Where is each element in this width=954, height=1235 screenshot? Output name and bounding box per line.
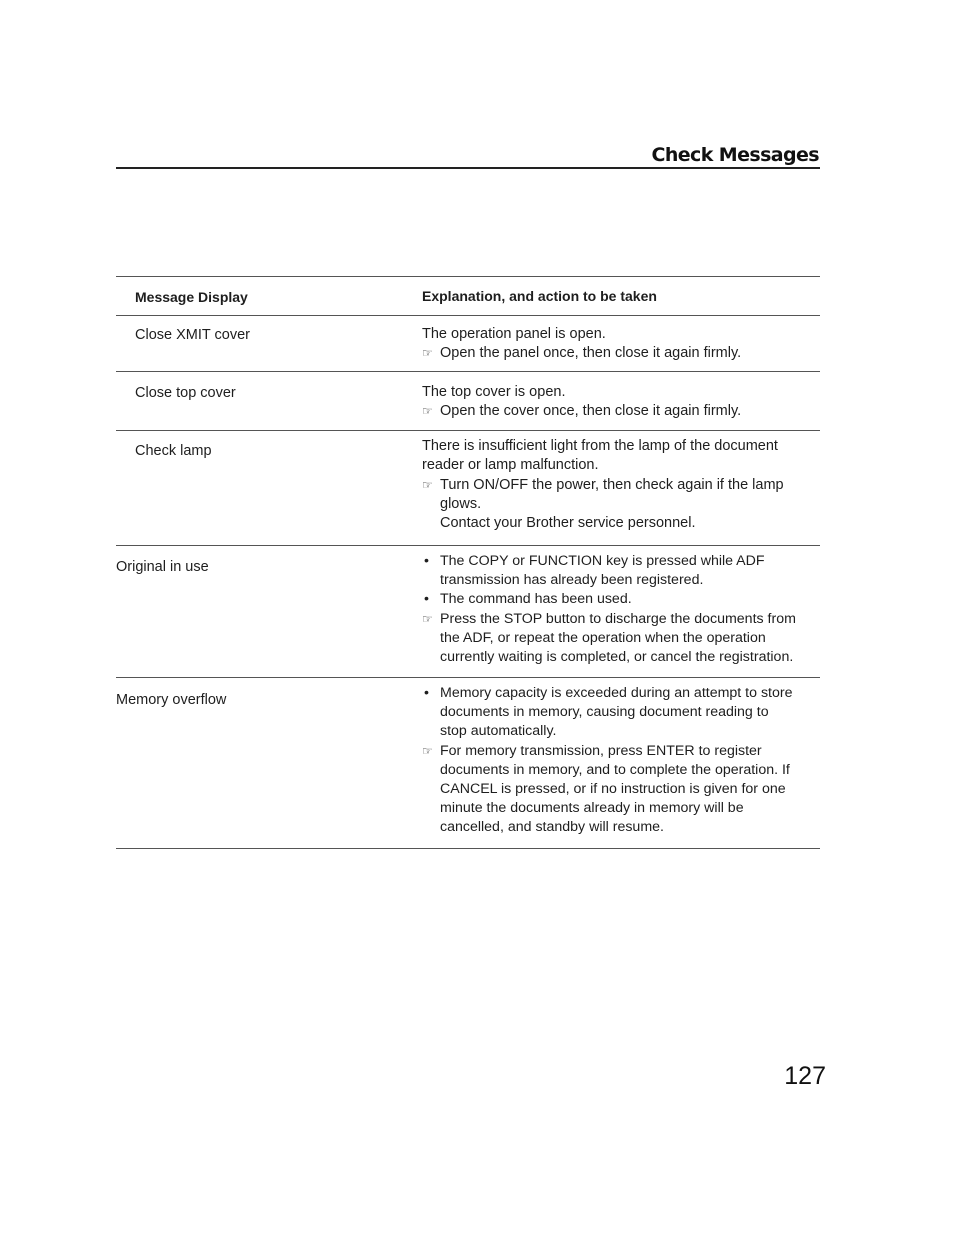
explanation-line	[422, 402, 741, 421]
page-title: Check Messages	[651, 144, 819, 166]
row-divider	[116, 545, 820, 546]
explanation-text: Open the panel once, then close it again firmly.	[440, 345, 742, 361]
explanation-cell	[422, 552, 796, 667]
explanation-text: glows.	[440, 495, 482, 512]
explanation-line	[422, 703, 793, 722]
bullet-dot-icon: •	[424, 685, 429, 701]
explanation-line	[422, 437, 784, 456]
explanation-line	[422, 476, 784, 495]
explanation-line	[422, 722, 793, 741]
explanation-line	[422, 456, 784, 475]
explanation-line	[422, 799, 793, 818]
explanation-text: The top cover is open.	[422, 384, 566, 400]
pointing-hand-icon: ☞	[422, 611, 433, 626]
row-divider	[116, 371, 820, 372]
explanation-text: the ADF, or repeat the operation when the operation	[440, 629, 766, 646]
explanation-text: CANCEL is pressed, or if no instruction is given for one	[440, 781, 786, 798]
header-rule	[116, 167, 820, 169]
message-cell: Close top cover	[135, 385, 236, 401]
explanation-line	[422, 325, 741, 344]
column-header-message: Message Display	[135, 289, 248, 305]
bullet-dot-icon: •	[424, 553, 429, 569]
explanation-line	[422, 590, 796, 609]
explanation-cell	[422, 325, 741, 363]
pointing-hand-icon: ☞	[422, 404, 433, 418]
explanation-text: stop automatically.	[440, 723, 557, 740]
explanation-text: Memory capacity is exceeded during an attempt to store	[440, 685, 793, 701]
explanation-line	[422, 552, 796, 571]
pointing-hand-icon: ☞	[422, 346, 433, 360]
message-cell: Original in use	[116, 559, 209, 575]
explanation-cell	[422, 383, 741, 421]
explanation-text: Contact your Brother service personnel.	[440, 515, 696, 532]
row-divider	[116, 677, 820, 678]
explanation-text: Open the cover once, then close it again firmly.	[440, 403, 742, 419]
explanation-text: transmission has already been registered.	[440, 572, 704, 589]
explanation-text: reader or lamp malfunction.	[422, 457, 599, 474]
explanation-line	[422, 344, 741, 363]
explanation-line	[422, 495, 784, 514]
explanation-line	[422, 684, 793, 703]
explanation-text: Press the STOP button to discharge the documents from	[440, 610, 796, 627]
explanation-line	[422, 629, 796, 648]
explanation-text: There is insufficient light from the lamp of the document	[422, 438, 778, 454]
explanation-line	[422, 610, 796, 629]
column-header-explanation: Explanation, and action to be taken	[422, 288, 657, 304]
explanation-text: documents in memory, and to complete the operation. If	[440, 761, 790, 778]
message-cell: Close XMIT cover	[135, 327, 250, 343]
explanation-line	[422, 571, 796, 590]
explanation-line	[422, 761, 793, 780]
explanation-text: cancelled, and standby will resume.	[440, 819, 664, 836]
message-cell: Memory overflow	[116, 692, 227, 708]
explanation-line	[422, 780, 793, 799]
explanation-text: The operation panel is open.	[422, 326, 606, 342]
pointing-hand-icon: ☞	[422, 743, 433, 758]
explanation-cell	[422, 684, 793, 838]
explanation-text: The command has been used.	[440, 591, 632, 608]
row-divider	[116, 430, 820, 431]
page-number: 127	[784, 1062, 826, 1090]
message-cell: Check lamp	[135, 443, 212, 459]
explanation-line	[422, 818, 793, 837]
bullet-dot-icon: •	[424, 591, 429, 608]
header-bottom-rule	[116, 315, 820, 316]
explanation-text: For memory transmission, press ENTER to register	[440, 742, 762, 759]
explanation-text: documents in memory, causing document reading to	[440, 704, 769, 721]
explanation-cell	[422, 437, 784, 533]
table-bottom-rule	[116, 848, 820, 849]
pointing-hand-icon: ☞	[422, 477, 433, 492]
explanation-line	[422, 648, 796, 667]
explanation-line	[422, 383, 741, 402]
explanation-text: Turn ON/OFF the power, then check again if the lamp	[440, 476, 784, 493]
explanation-text: currently waiting is completed, or cancel the registration.	[440, 649, 794, 666]
table-top-rule	[116, 276, 820, 277]
explanation-text: The COPY or FUNCTION key is pressed while ADF	[440, 553, 765, 569]
explanation-line	[422, 742, 793, 761]
explanation-line	[422, 514, 784, 533]
explanation-text: minute the documents already in memory will be	[440, 800, 744, 817]
